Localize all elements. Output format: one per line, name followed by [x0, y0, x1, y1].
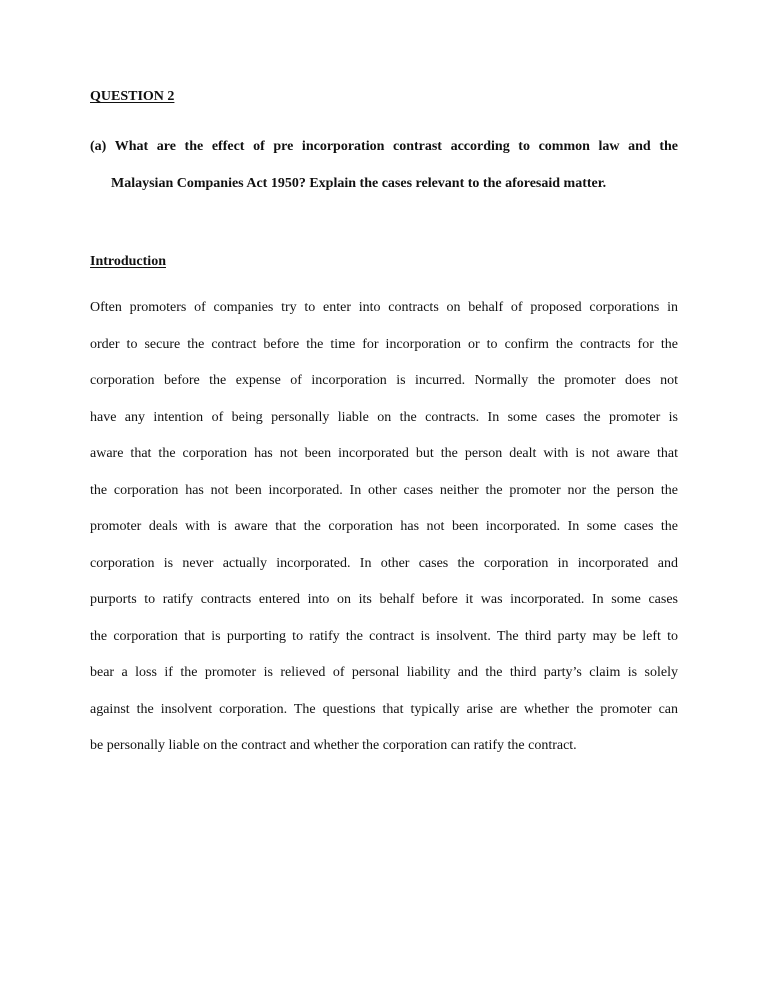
- introduction-paragraph: [90, 298, 678, 773]
- paragraph-line: be personally liable on the contract and whether the corporation can ratify the contract.: [90, 738, 577, 753]
- paragraph-line: aware that the corporation has not been incorporated but the person dealt with is not aware that: [90, 446, 678, 461]
- paragraph-line: the corporation that is purporting to ratify the contract is insolvent. The third party may be left to: [90, 628, 678, 644]
- question-line-1: (a) What are the effect of pre incorporation contrast according to common law and the: [90, 139, 678, 154]
- paragraph-line: promoter deals with is aware that the corporation has not been incorporated. In some cases the: [90, 519, 678, 534]
- paragraph-line: corporation is never actually incorporated. In other cases the corporation in incorporated and: [90, 555, 678, 571]
- paragraph-line: have any intention of being personally liable on the contracts. In some cases the promoter is: [90, 409, 678, 425]
- paragraph-line: bear a loss if the promoter is relieved of personal liability and the third party’s claim is solely: [90, 665, 678, 680]
- question-heading: QUESTION 2: [90, 89, 175, 104]
- paragraph-line: Often promoters of companies try to enter into contracts on behalf of proposed corporations in: [90, 300, 678, 315]
- paragraph-line: order to secure the contract before the time for incorporation or to confirm the contracts for the: [90, 336, 678, 352]
- paragraph-line: against the insolvent corporation. The questions that typically arise are whether the promoter can: [90, 701, 678, 717]
- paragraph-line: the corporation has not been incorporated. In other cases neither the promoter nor the person the: [90, 482, 678, 498]
- paragraph-line: corporation before the expense of incorporation is incurred. Normally the promoter does not: [90, 373, 678, 388]
- question-line-2: Malaysian Companies Act 1950? Explain the cases relevant to the aforesaid matter.: [111, 176, 607, 191]
- question-text: [90, 128, 678, 202]
- introduction-heading: Introduction: [90, 254, 166, 269]
- paragraph-line: purports to ratify contracts entered into on its behalf before it was incorporated. In some cases: [90, 592, 678, 607]
